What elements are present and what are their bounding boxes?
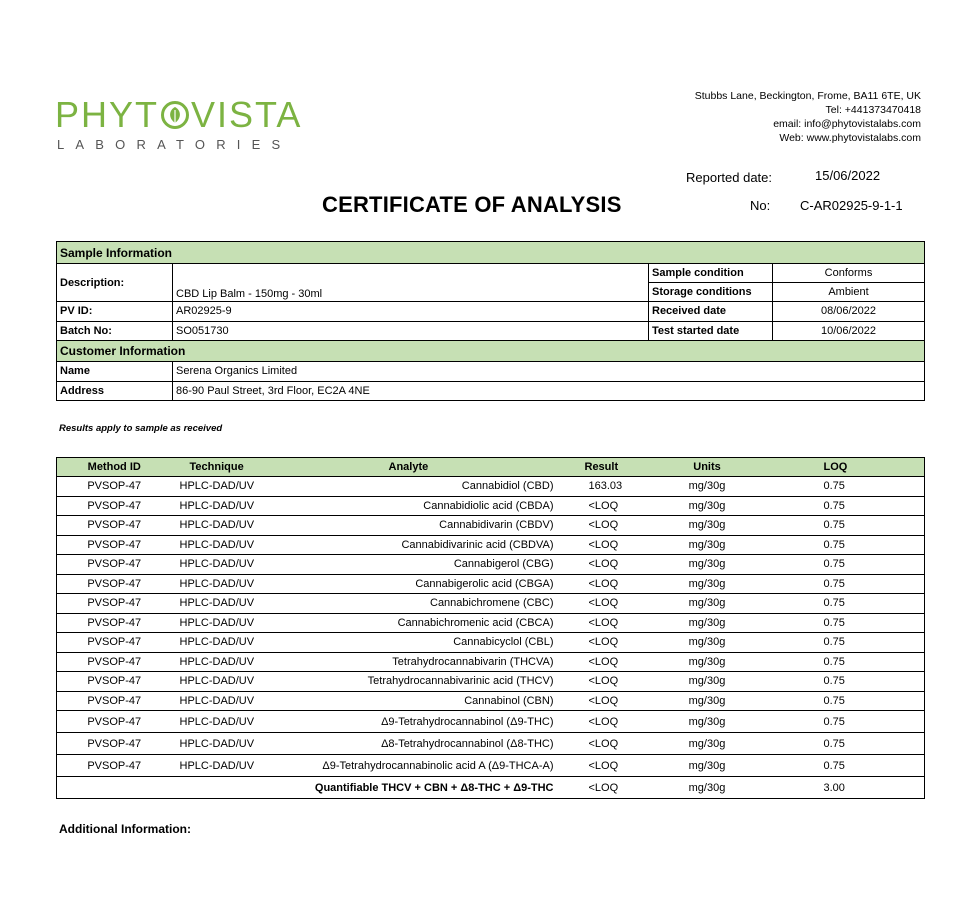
method-id-cell: PVSOP-47 <box>57 535 172 555</box>
analyte-cell: Δ9-Tetrahydrocannabinol (Δ9-THC) <box>290 711 557 733</box>
result-cell: <LOQ <box>557 535 647 555</box>
units-cell: mg/30g <box>647 733 768 755</box>
table-row <box>57 496 925 516</box>
technique-cell: HPLC-DAD/UV <box>172 652 290 672</box>
analyte-cell: Δ9-Tetrahydrocannabinolic acid A (Δ9-THCA-A) <box>290 755 557 777</box>
table-row <box>57 535 925 555</box>
batch-label: Batch No: <box>57 321 173 341</box>
contact-block <box>695 89 921 145</box>
result-cell: <LOQ <box>557 672 647 692</box>
loq-cell: 0.75 <box>768 535 925 555</box>
analyte-cell: Tetrahydrocannabivarin (THCVA) <box>290 652 557 672</box>
result-cell: <LOQ <box>557 516 647 536</box>
units-cell: mg/30g <box>647 516 768 536</box>
units-cell: mg/30g <box>647 613 768 633</box>
loq-cell: 0.75 <box>768 691 925 711</box>
table-row <box>57 633 925 653</box>
customer-section-title: Customer Information <box>57 341 925 362</box>
analyte-cell: Cannabidiol (CBD) <box>290 477 557 497</box>
loq-cell: 0.75 <box>768 711 925 733</box>
loq-cell: 0.75 <box>768 652 925 672</box>
method-id-cell: PVSOP-47 <box>57 555 172 575</box>
summary-row <box>57 777 925 799</box>
technique-cell: HPLC-DAD/UV <box>172 516 290 536</box>
analyte-cell: Cannabidivarin (CBDV) <box>290 516 557 536</box>
table-row <box>57 672 925 692</box>
method-id-cell: PVSOP-47 <box>57 755 172 777</box>
method-id-cell: PVSOP-47 <box>57 733 172 755</box>
company-email: email: info@phytovistalabs.com <box>773 118 921 130</box>
analyte-cell: Cannabinol (CBN) <box>290 691 557 711</box>
sample-info-table <box>56 241 925 401</box>
header-result: Result <box>557 458 647 477</box>
header-loq: LOQ <box>768 458 925 477</box>
loq-cell: 0.75 <box>768 594 925 614</box>
table-row <box>57 755 925 777</box>
batch-value: SO051730 <box>173 321 649 341</box>
loq-cell: 0.75 <box>768 633 925 653</box>
method-id-cell: PVSOP-47 <box>57 613 172 633</box>
customer-address-value: 86-90 Paul Street, 3rd Floor, EC2A 4NE <box>173 381 925 401</box>
loq-cell: 0.75 <box>768 555 925 575</box>
loq-cell: 0.75 <box>768 574 925 594</box>
table-row <box>57 613 925 633</box>
table-row <box>57 574 925 594</box>
customer-section-header <box>57 341 925 362</box>
result-cell: <LOQ <box>557 777 647 799</box>
leaf-icon <box>160 100 190 130</box>
logo-subtitle: LABORATORIES <box>57 137 292 152</box>
header-method-id: Method ID <box>57 458 172 477</box>
analyte-cell: Cannabigerol (CBG) <box>290 555 557 575</box>
method-id-cell: PVSOP-47 <box>57 477 172 497</box>
units-cell: mg/30g <box>647 652 768 672</box>
technique-cell: HPLC-DAD/UV <box>172 574 290 594</box>
units-cell: mg/30g <box>647 574 768 594</box>
analyte-cell: Cannabidivarinic acid (CBDVA) <box>290 535 557 555</box>
result-cell: <LOQ <box>557 496 647 516</box>
customer-address-label: Address <box>57 381 173 401</box>
technique-cell: HPLC-DAD/UV <box>172 496 290 516</box>
table-row <box>57 302 925 322</box>
units-cell: mg/30g <box>647 711 768 733</box>
pvid-label: PV ID: <box>57 302 173 322</box>
report-no-label: No: <box>750 198 771 213</box>
company-logo <box>55 94 303 155</box>
table-row <box>57 477 925 497</box>
description-label: Description: <box>57 264 173 302</box>
technique-cell: HPLC-DAD/UV <box>172 613 290 633</box>
header-analyte: Analyte <box>290 458 557 477</box>
customer-name-value: Serena Organics Limited <box>173 362 925 382</box>
method-id-cell: PVSOP-47 <box>57 496 172 516</box>
table-row <box>57 594 925 614</box>
units-cell: mg/30g <box>647 535 768 555</box>
method-id-cell: PVSOP-47 <box>57 633 172 653</box>
method-id-cell: PVSOP-47 <box>57 516 172 536</box>
storage-conditions-label: Storage conditions <box>649 283 773 302</box>
method-id-cell: PVSOP-47 <box>57 711 172 733</box>
analyte-cell: Δ8-Tetrahydrocannabinol (Δ8-THC) <box>290 733 557 755</box>
sample-condition-label: Sample condition <box>649 264 773 283</box>
units-cell: mg/30g <box>647 633 768 653</box>
technique-cell: HPLC-DAD/UV <box>172 733 290 755</box>
result-cell: <LOQ <box>557 594 647 614</box>
test-started-label: Test started date <box>649 321 773 341</box>
units-cell: mg/30g <box>647 496 768 516</box>
technique-cell: HPLC-DAD/UV <box>172 535 290 555</box>
analyte-cell: Cannabigerolic acid (CBGA) <box>290 574 557 594</box>
sample-condition-value: Conforms <box>773 264 925 283</box>
loq-cell: 0.75 <box>768 672 925 692</box>
loq-cell: 3.00 <box>768 777 925 799</box>
page-title: CERTIFICATE OF ANALYSIS <box>322 192 622 217</box>
results-header-row <box>57 458 925 477</box>
storage-conditions-value: Ambient <box>773 283 925 302</box>
company-address: Stubbs Lane, Beckington, Frome, BA11 6TE, UK <box>694 90 921 102</box>
table-row <box>57 733 925 755</box>
table-row <box>57 264 925 283</box>
technique-cell: HPLC-DAD/UV <box>172 691 290 711</box>
customer-name-label: Name <box>57 362 173 382</box>
table-row <box>57 516 925 536</box>
pvid-value: AR02925-9 <box>173 302 649 322</box>
analyte-cell: Cannabichromenic acid (CBCA) <box>290 613 557 633</box>
units-cell: mg/30g <box>647 555 768 575</box>
units-cell: mg/30g <box>647 691 768 711</box>
company-web: Web: www.phytovistalabs.com <box>779 132 921 144</box>
table-row <box>57 652 925 672</box>
method-id-cell: PVSOP-47 <box>57 672 172 692</box>
units-cell: mg/30g <box>647 594 768 614</box>
result-cell: <LOQ <box>557 652 647 672</box>
table-row <box>57 711 925 733</box>
sample-section-title: Sample Information <box>57 242 925 264</box>
result-cell: <LOQ <box>557 555 647 575</box>
technique-cell: HPLC-DAD/UV <box>172 755 290 777</box>
reported-date-value: 15/06/2022 <box>815 168 881 183</box>
technique-cell: HPLC-DAD/UV <box>172 477 290 497</box>
result-cell: <LOQ <box>557 574 647 594</box>
units-cell: mg/30g <box>647 477 768 497</box>
results-table <box>56 457 925 799</box>
result-cell: <LOQ <box>557 711 647 733</box>
loq-cell: 0.75 <box>768 613 925 633</box>
method-id-cell: PVSOP-47 <box>57 691 172 711</box>
result-cell: <LOQ <box>557 633 647 653</box>
reported-date-label: Reported date: <box>686 170 773 185</box>
units-cell: mg/30g <box>647 755 768 777</box>
technique-cell: HPLC-DAD/UV <box>172 633 290 653</box>
test-started-value: 10/06/2022 <box>773 321 925 341</box>
received-date-label: Received date <box>649 302 773 322</box>
analyte-cell: Tetrahydrocannabivarinic acid (THCV) <box>290 672 557 692</box>
technique-cell: HPLC-DAD/UV <box>172 594 290 614</box>
company-tel: Tel: +441373470418 <box>825 104 921 116</box>
loq-cell: 0.75 <box>768 477 925 497</box>
table-row <box>57 321 925 341</box>
received-date-value: 08/06/2022 <box>773 302 925 322</box>
analyte-cell: Cannabidiolic acid (CBDA) <box>290 496 557 516</box>
result-cell: <LOQ <box>557 691 647 711</box>
technique-cell <box>172 777 290 799</box>
table-row <box>57 362 925 382</box>
result-cell: 163.03 <box>557 477 647 497</box>
technique-cell: HPLC-DAD/UV <box>172 555 290 575</box>
loq-cell: 0.75 <box>768 496 925 516</box>
result-cell: <LOQ <box>557 755 647 777</box>
method-id-cell: PVSOP-47 <box>57 594 172 614</box>
units-cell: mg/30g <box>647 777 768 799</box>
technique-cell: HPLC-DAD/UV <box>172 672 290 692</box>
loq-cell: 0.75 <box>768 733 925 755</box>
method-id-cell: PVSOP-47 <box>57 652 172 672</box>
logo-wordmark: PHYT VISTA <box>55 94 303 135</box>
loq-cell: 0.75 <box>768 755 925 777</box>
additional-information-label: Additional Information: <box>59 822 191 836</box>
method-id-cell: PVSOP-47 <box>57 574 172 594</box>
results-note: Results apply to sample as received <box>59 423 223 434</box>
table-row <box>57 691 925 711</box>
header-technique: Technique <box>172 458 290 477</box>
analyte-cell: Cannabichromene (CBC) <box>290 594 557 614</box>
result-cell: <LOQ <box>557 733 647 755</box>
result-cell: <LOQ <box>557 613 647 633</box>
loq-cell: 0.75 <box>768 516 925 536</box>
report-no-value: C-AR02925-9-1-1 <box>800 198 903 213</box>
header-units: Units <box>647 458 768 477</box>
table-row <box>57 381 925 401</box>
units-cell: mg/30g <box>647 672 768 692</box>
method-id-cell <box>57 777 172 799</box>
summary-analyte-cell: Quantifiable THCV + CBN + Δ8-THC + Δ9-THC <box>290 777 557 799</box>
analyte-cell: Cannabicyclol (CBL) <box>290 633 557 653</box>
technique-cell: HPLC-DAD/UV <box>172 711 290 733</box>
sample-section-header <box>57 242 925 264</box>
table-row <box>57 555 925 575</box>
description-value: CBD Lip Balm - 150mg - 30ml <box>173 264 649 302</box>
